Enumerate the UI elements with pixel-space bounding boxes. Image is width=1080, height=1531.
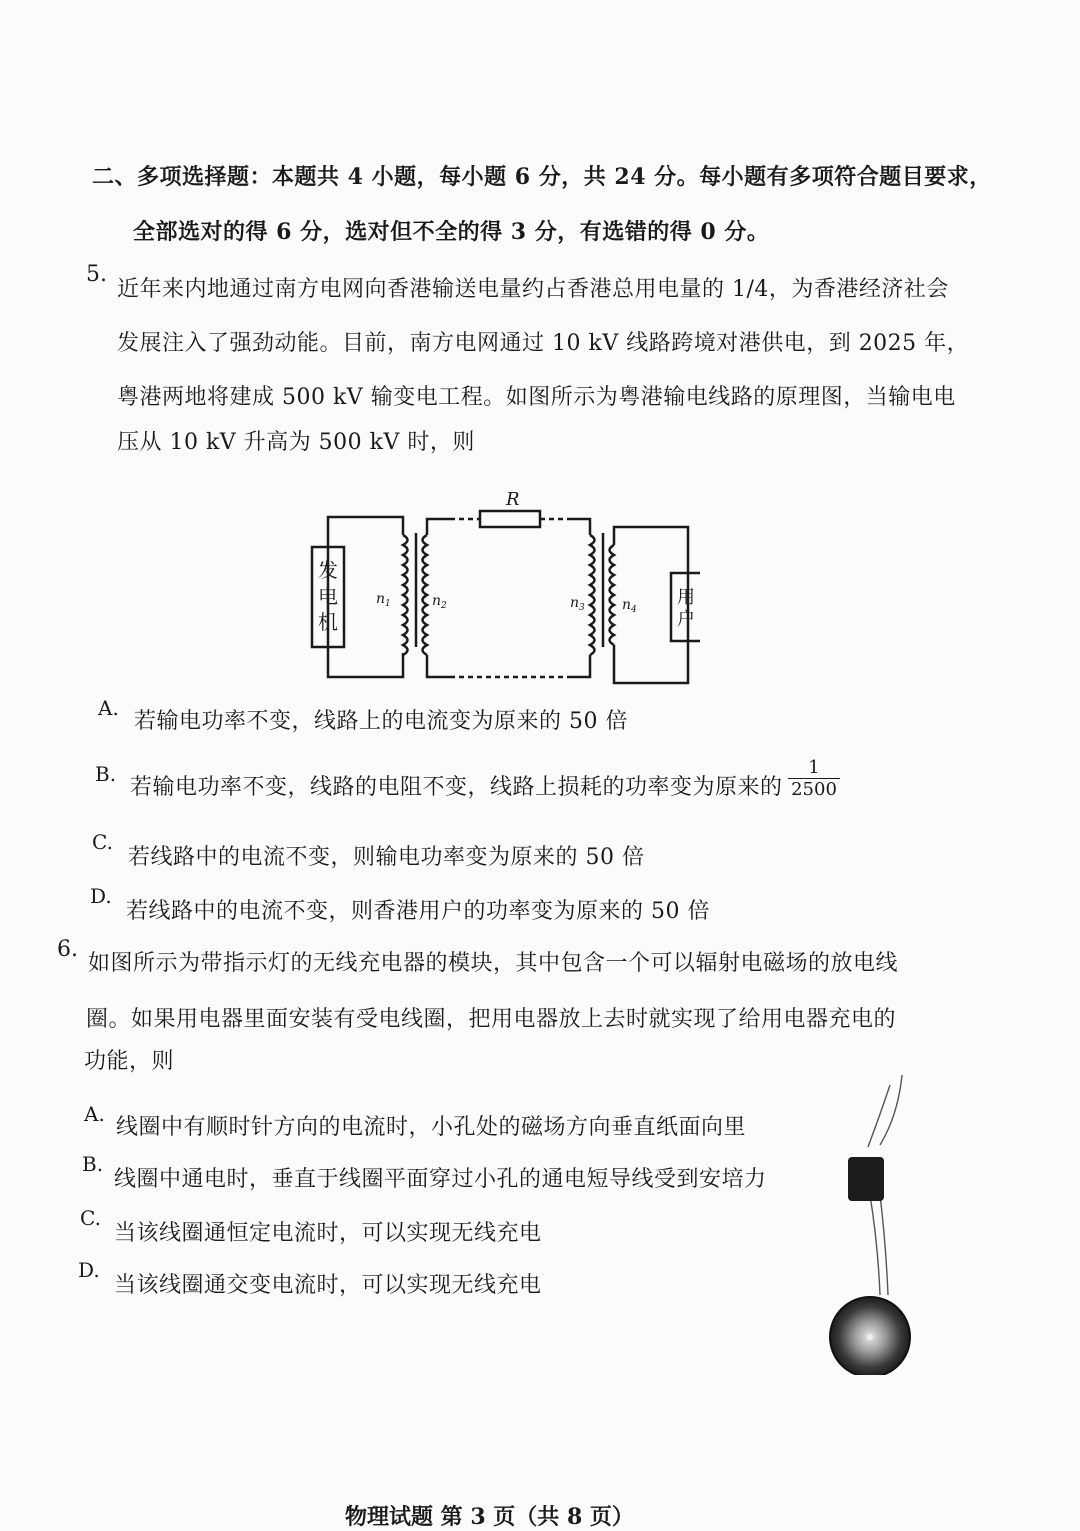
indicator-light-component: [848, 1157, 884, 1201]
q5-option-a-letter: A.: [98, 696, 119, 720]
middle-loop-wire: [427, 655, 450, 677]
generator-label-char: 发: [318, 558, 338, 582]
q6-stem-line: 如图所示为带指示灯的无线充电器的模块，其中包含一个可以辐射电磁场的放电线: [88, 951, 899, 976]
q6-option-c-text: 当该线圈通恒定电流时，可以实现无线充电: [114, 1221, 542, 1246]
page-footer: 物理试题 第 3 页（共 8 页）: [345, 1504, 634, 1530]
q6-option-d-text: 当该线圈通交变电流时，可以实现无线充电: [114, 1273, 542, 1298]
q6-stem-line: 功能，则: [84, 1049, 175, 1074]
n2-label: $n_2$: [432, 593, 447, 611]
q5-stem-line: 压从 10 kV 升高为 500 kV 时，则: [117, 430, 475, 455]
coil-n2: [423, 535, 428, 655]
section-heading-line2: 全部选对的得 6 分，选对但不全的得 3 分，有选错的得 0 分。: [133, 219, 770, 245]
resistor-R: [480, 511, 540, 527]
q5-option-c-letter: C.: [92, 830, 113, 854]
section-heading-line1: 二、多项选择题：本题共 4 小题，每小题 6 分，共 24 分。每小题有多项符合题目要求，: [92, 164, 992, 190]
q6-option-c-letter: C.: [80, 1206, 101, 1230]
q6-option-a-letter: A.: [84, 1102, 105, 1126]
q5-stem-line: 发展注入了强劲动能。目前，南方电网通过 10 kV 线路跨境对港供电，到 2025 年，: [117, 331, 970, 356]
q5-stem-line: 近年来内地通过南方电网向香港输送电量约占香港总用电量的 1/4，为香港经济社会: [117, 277, 949, 302]
n3-label: $n_3$: [570, 595, 585, 613]
generator-label-char: 电: [318, 584, 338, 608]
primary-loop-wire: [328, 517, 403, 677]
coil-n1: [403, 535, 408, 655]
q5-option-b-letter: B.: [95, 762, 117, 786]
n1-label: $n_1$: [376, 591, 391, 609]
fraction-denominator: 2500: [791, 779, 837, 800]
n4-label: $n_4$: [622, 597, 637, 615]
coil-lead-wire: [870, 1195, 880, 1295]
user-label-char: 户: [677, 609, 695, 630]
coil-center-hole: [867, 1334, 873, 1340]
q5-stem-line: 粤港两地将建成 500 kV 输变电工程。如图所示为粤港输电线路的原理图，当输电电: [117, 385, 956, 410]
middle-loop-wire: [570, 655, 590, 677]
coil-n3: [590, 535, 595, 655]
user-label-char: 用: [677, 587, 695, 608]
generator-label-char: 机: [318, 610, 338, 634]
wireless-charger-module-image: [820, 1075, 930, 1375]
q6-number: 6.: [57, 937, 78, 962]
q6-option-b-letter: B.: [82, 1152, 104, 1176]
q6-option-b-text: 线圈中通电时，垂直于线圈平面穿过小孔的通电短导线受到安培力: [114, 1167, 767, 1192]
q6-stem-line: 圈。如果用电器里面安装有受电线圈，把用电器放上去时就实现了给用电器充电的: [86, 1007, 897, 1032]
q5-option-c-text: 若线路中的电流不变，则输电功率变为原来的 50 倍: [128, 845, 645, 870]
indicator-lead-wire: [868, 1085, 890, 1147]
coil-lead-wire: [880, 1195, 888, 1295]
coil-n4: [610, 545, 615, 645]
q6-option-a-text: 线圈中有顺时针方向的电流时，小孔处的磁场方向垂直纸面向里: [116, 1115, 747, 1140]
q5-option-b-fraction: [788, 758, 840, 801]
middle-loop-wire: [570, 519, 590, 535]
q5-number: 5.: [86, 262, 107, 287]
transmission-circuit-diagram: [300, 485, 700, 690]
q5-option-a-text: 若输电功率不变，线路上的电流变为原来的 50 倍: [134, 709, 628, 734]
indicator-lead-wire: [880, 1075, 902, 1145]
resistor-label: R: [506, 489, 520, 510]
q5-option-d-letter: D.: [90, 884, 112, 908]
q6-option-d-letter: D.: [78, 1258, 100, 1282]
q5-option-b-text: 若输电功率不变，线路的电阻不变，线路上损耗的功率变为原来的: [130, 775, 783, 800]
fraction-numerator: 1: [788, 758, 840, 779]
middle-loop-wire: [427, 519, 450, 535]
q5-option-d-text: 若线路中的电流不变，则香港用户的功率变为原来的 50 倍: [126, 899, 710, 924]
